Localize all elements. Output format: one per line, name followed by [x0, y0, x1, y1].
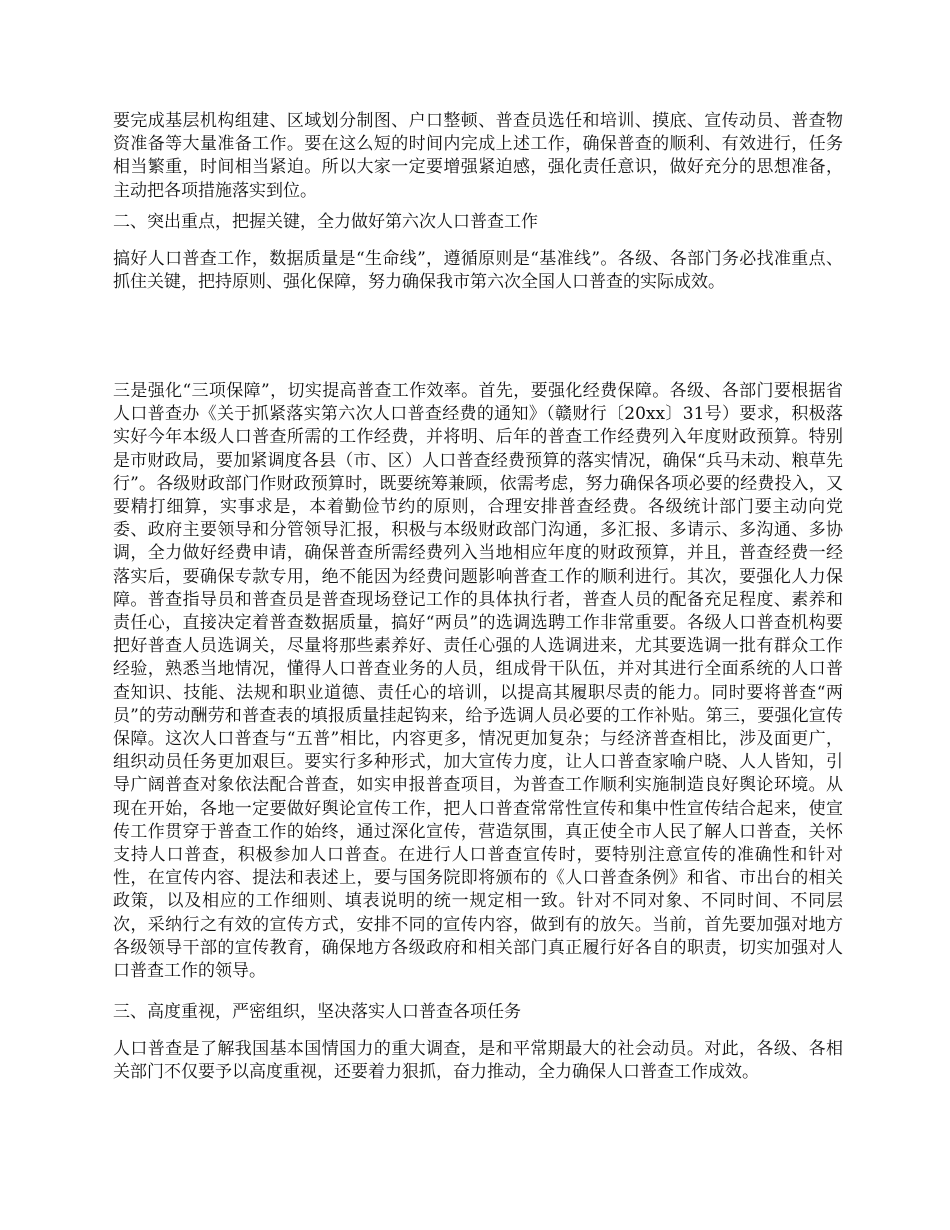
- body-paragraph: 搞好人口普查工作，数据质量是“生命线”，遵循原则是“基准线”。各级、各部门务必找准重点、抓住关键，把持原则、强化保障，努力确保我市第六次全国人口普查的实际成效。: [113, 249, 843, 293]
- body-paragraph: 要完成基层机构组建、区域划分制图、户口整顿、普查员选任和培训、摸底、宣传动员、普查物资准备等大量准备工作。要在这么短的时间内完成上述工作，确保普查的顺利、有效进行，任务相当繁重，时间相当紧迫。所以大家一定要增强紧迫感，强化责任意识，做好充分的思想准备，主动把各项措施落实到位。: [113, 111, 843, 201]
- section-heading: 三、高度重视，严密组织，坚决落实人口普查各项任务: [113, 1002, 521, 1022]
- body-paragraph: 三是强化“三项保障”，切实提高普查工作效率。首先，要强化经费保障。各级、各部门要根据省人口普查办《关于抓紧落实第六次人口普查经费的通知》（赣财行〔20xx〕31号）要求，积极落实好今年本级人口普查所需的工作经费，并将明、后年的普查工作经费列入年度财政预算。特别是市财政局，要加紧调度各县（市、区）人口普查经费预算的落实情况，确保“兵马未动、粮草先行”。各级财政部门作财政预算时，既要统筹兼顾，依需考虑，努力确保各项必要的经费投入，又要精打细算，实事求是，本着勤俭节约的原则，合理安排普查经费。各级统计部门要主动向党委、政府主要领导和分管领导汇报，积极与本级财政部门沟通，多汇报、多请示、多沟通、多协调，全力做好经费申请，确保普查所需经费列入当地相应年度的财政预算，并且，普查经费一经落实后，要确保专款专用，绝不能因为经费问题影响普查工作的顺利进行。其次，要强化人力保障。普查指导员和普查员是普查现场登记工作的具体执行者，普查人员的配备充足程度、素养和责任心，直接决定着普查数据质量，搞好“两员”的选调选聘工作非常重要。各级人口普查机构要把好普查人员选调关，尽量将那些素养好、责任心强的人选调进来，尤其要选调一批有群众工作经验，熟悉当地情况，懂得人口普查业务的人员，组成骨干队伍，并对其进行全面系统的人口普查知识、技能、法规和职业道德、责任心的培训，以提高其履职尽责的能力。同时要将普查“两员”的劳动酬劳和普查表的填报质量挂起钩来，给予选调人员必要的工作补贴。第三，要强化宣传保障。这次人口普查与“五普”相比，内容更多，情况更加复杂；与经济普查相比，涉及面更广，组织动员任务更加艰巨。要实行多种形式，加大宣传力度，让人口普查家喻户晓、人人皆知，引导广阔普查对象依法配合普查，如实申报普查项目，为普查工作顺利实施制造良好舆论环境。从现在开始，各地一定要做好舆论宣传工作，把人口普查常常性宣传和集中性宣传结合起来，使宣传工作贯穿于普查工作的始终，通过深化宣传，营造氛围，真正使全市人民了解人口普查，关怀支持人口普查，积极参加人口普查。在进行人口普查宣传时，要特别注意宣传的准确性和针对性，在宣传内容、提法和表述上，要与国务院即将颁布的《人口普查条例》和省、市出台的相关政策，以及相应的工作细则、填表说明的统一规定相一致。针对不同对象、不同时间、不同层次，采纳行之有效的宣传方式，安排不同的宣传内容，做到有的放矢。当前，首先要加强对地方各级领导干部的宣传教育，确保地方各级政府和相关部门真正履行好各自的职责，切实加强对人口普查工作的领导。: [113, 381, 843, 982]
- section-heading: 二、突出重点，把握关键，全力做好第六次人口普查工作: [113, 212, 538, 232]
- body-paragraph: 人口普查是了解我国基本国情国力的重大调查，是和平常期最大的社会动员。对此，各级、各相关部门不仅要予以高度重视，还要着力狠抓，奋力推动，全力确保人口普查工作成效。: [113, 1039, 843, 1083]
